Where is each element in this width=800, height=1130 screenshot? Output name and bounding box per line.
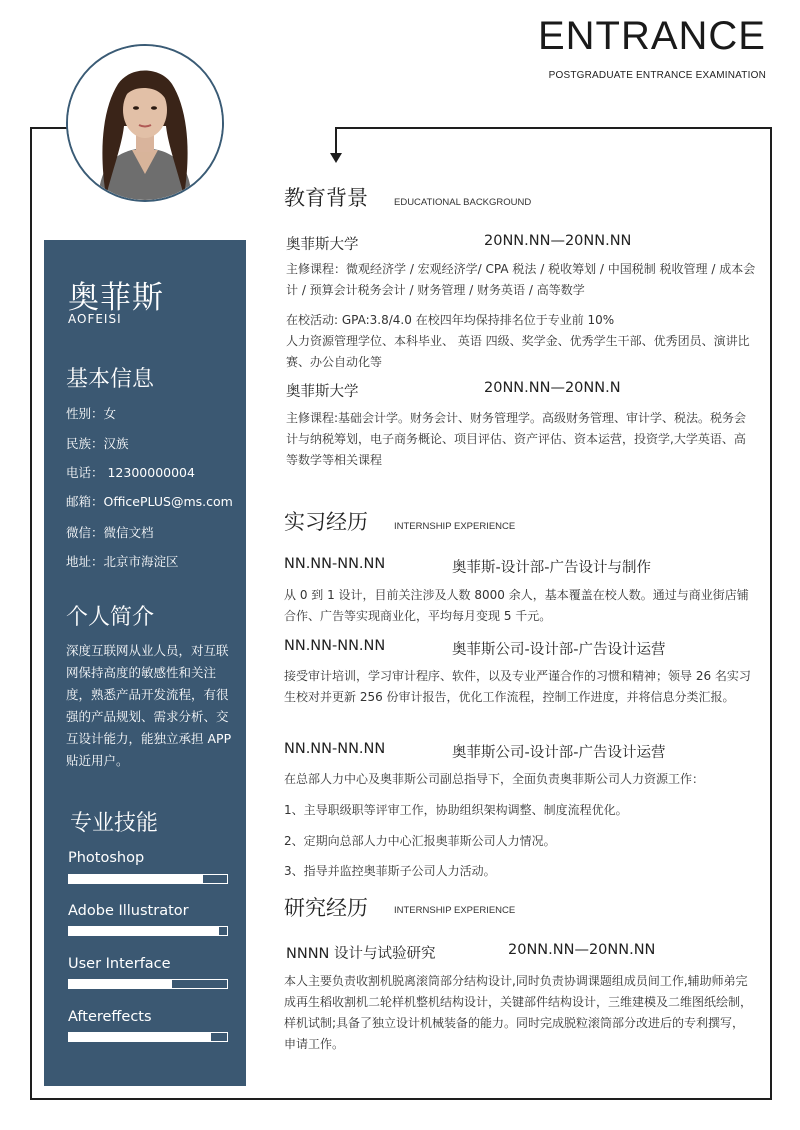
arrow-down-icon <box>330 153 342 163</box>
education-heading: 教育背景 <box>284 186 368 210</box>
intern-2-role: 奥菲斯公司-设计部-广告设计运营 <box>452 642 666 658</box>
skill-label-photoshop: Photoshop <box>68 850 145 866</box>
research-period: 20NN.NN—20NN.NN <box>508 942 656 958</box>
edu-1-activities: 人力资源管理学位、本科毕业、 英语 四级、奖学金、优秀学生干部、优秀团员、演讲比赛、办公自动化等 <box>286 334 750 369</box>
edu-2-period: 20NN.NN—20NN.N <box>484 380 621 396</box>
research-heading: 研究经历 <box>284 896 368 920</box>
skill-bar-photoshop <box>68 874 228 884</box>
avatar-portrait <box>68 46 222 200</box>
info-gender: 性别：女 <box>66 406 117 421</box>
intro-heading: 个人简介 <box>66 605 155 630</box>
basic-info-heading: 基本信息 <box>66 367 155 392</box>
edu-1-activities-line: 在校活动: GPA:3.8/4.0 在校四年均保持排名位于专业前 10% <box>286 313 615 327</box>
internship-heading: 实习经历 <box>284 510 368 534</box>
research-heading-en: INTERNSHIP EXPERIENCE <box>394 905 516 916</box>
intern-3-item-3: 3、指导并监控奥菲斯子公司人力活动。 <box>284 864 496 878</box>
skill-fill <box>69 1033 211 1041</box>
education-heading-en: EDUCATIONAL BACKGROUND <box>394 197 532 208</box>
avatar <box>66 44 224 202</box>
sidebar <box>44 240 246 1086</box>
skill-label-ui: User Interface <box>68 956 171 972</box>
intro-text: 深度互联网从业人员，对互联网保持高度的敏感性和关注度，熟悉产品开发流程，有很强的产品规划、需求分析、交互设计能力，能独立承担 APP 贴近用户。 <box>66 643 232 768</box>
intern-3-item-2: 2、定期向总部人力中心汇报奥菲斯公司人力情况。 <box>284 834 556 848</box>
skill-bar-illustrator <box>68 926 228 936</box>
intern-3-period: NN.NN-NN.NN <box>284 741 386 757</box>
intern-3-item-1: 1、主导职级职等评审工作，协助组织架构调整、制度流程优化。 <box>284 803 628 817</box>
research-project: NNNN 设计与试验研究 <box>286 946 436 962</box>
intern-3-role: 奥菲斯公司-设计部-广告设计运营 <box>452 745 666 761</box>
arrow-stem <box>335 127 337 155</box>
skill-fill <box>69 875 203 883</box>
research-desc: 本人主要负责收割机脱离滚筒部分结构设计,同时负责协调课题组成员间工作,辅助师弟完成再生稻收割机二轮样机整机结构设计，关键部件结构设计，三维建模及二维图纸绘制，样机试制;具备了独立设计机械装备的能力。同时完成脱粒滚筒部分改进后的专利撰写，申请工作。 <box>284 974 753 1051</box>
frame-top-right-line <box>336 127 772 129</box>
intern-3-desc: 在总部人力中心及奥菲斯公司副总指导下，全面负责奥菲斯公司人力资源工作： <box>284 772 705 786</box>
edu-2-school: 奥菲斯大学 <box>286 384 359 400</box>
skill-bar-ui <box>68 979 228 989</box>
intern-2-period: NN.NN-NN.NN <box>284 638 386 654</box>
skill-bar-aftereffects <box>68 1032 228 1042</box>
skill-fill <box>69 980 172 988</box>
skill-label-aftereffects: Aftereffects <box>68 1009 152 1025</box>
resume-title: ENTRANCE <box>537 14 766 58</box>
edu-2-courses: 主修课程:基础会计学。财务会计、财务管理学。高级财务管理、审计学、税法。税务会计与纳税筹划，电子商务概论、项目评估、资产评估、资本运营，投资学,大学英语、高等数学等相关课程 <box>286 411 747 467</box>
intern-2-desc: 接受审计培训，学习审计程序、软件，以及专业严谨合作的习惯和精神；领导 26 名实习生校对并更新 256 份审计报告，优化工作流程，控制工作进度，并将信息分类汇报。 <box>284 669 751 704</box>
info-phone: 电话： 12300000004 <box>66 465 195 480</box>
edu-1-courses: 主修课程：微观经济学 / 宏观经济学/ CPA 税法 / 税收筹划 / 中国税制 税收管理 / 成本会计 / 预算会计税务会计 / 财务管理 / 财务英语 / 高等数学 <box>286 262 756 297</box>
edu-1-period: 20NN.NN—20NN.NN <box>484 233 632 249</box>
info-address: 地址：北京市海淀区 <box>66 554 179 569</box>
intern-1-role: 奥菲斯-设计部-广告设计与制作 <box>452 560 651 576</box>
skill-fill <box>69 927 219 935</box>
info-email: 邮箱：OfficePLUS@ms.com <box>66 494 233 509</box>
intern-1-desc: 从 0 到 1 设计，目前关注涉及人数 8000 余人，基本覆盖在校人数。通过与商业街店铺合作、广告等实现商业化，平均每月变现 5 千元。 <box>284 588 749 623</box>
info-wechat: 微信：微信文档 <box>66 525 154 540</box>
candidate-name: 奥菲斯 <box>68 280 164 316</box>
edu-1-school: 奥菲斯大学 <box>286 237 359 253</box>
resume-subtitle: POSTGRADUATE ENTRANCE EXAMINATION <box>548 70 766 81</box>
frame-top-left-line <box>30 127 70 129</box>
internship-heading-en: INTERNSHIP EXPERIENCE <box>394 521 516 532</box>
intern-1-period: NN.NN-NN.NN <box>284 556 386 572</box>
info-ethnicity: 民族：汉族 <box>66 436 129 451</box>
skills-heading: 专业技能 <box>70 811 159 836</box>
skill-label-illustrator: Adobe Illustrator <box>68 903 189 919</box>
candidate-name-en: AOFEISI <box>68 312 122 326</box>
